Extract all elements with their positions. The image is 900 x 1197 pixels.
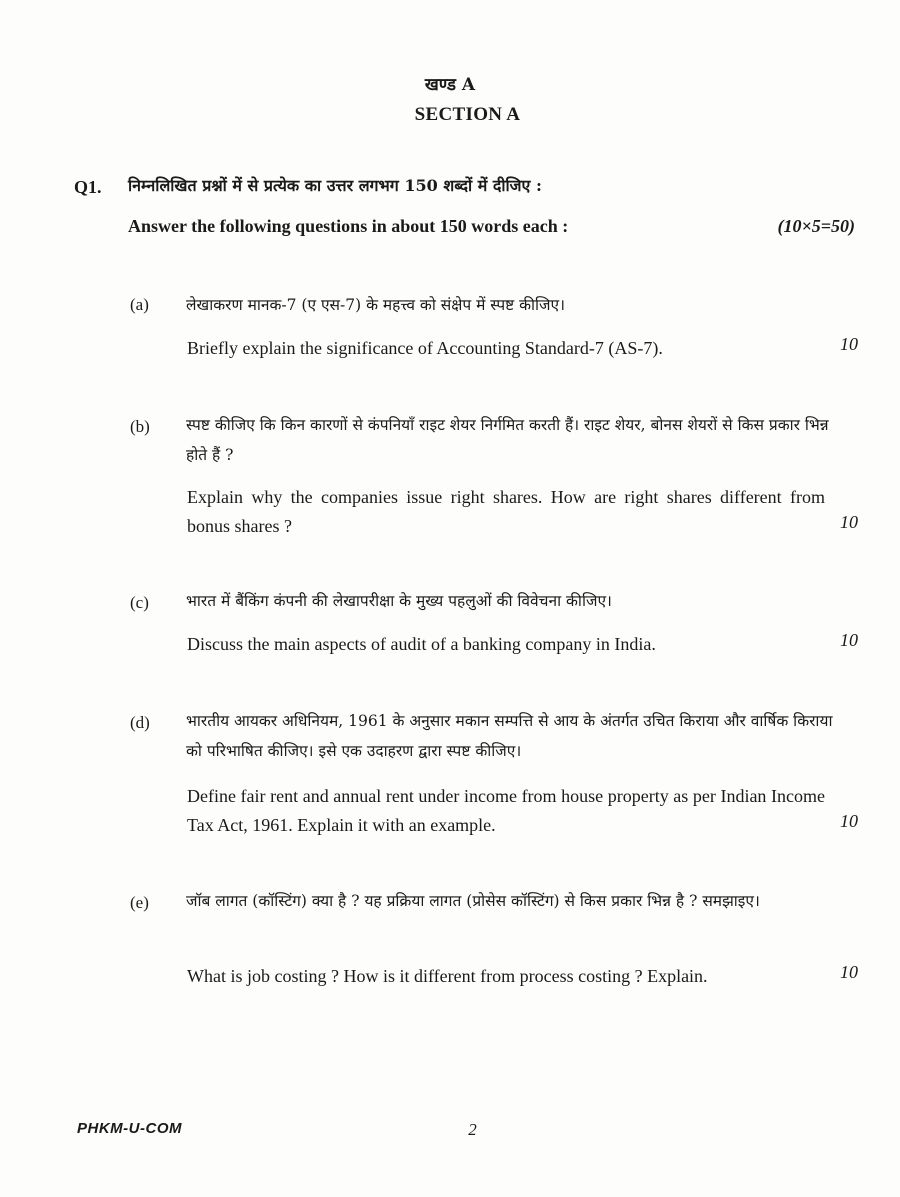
- part-text-hindi: भारतीय आयकर अधिनियम, 1961 के अनुसार मकान सम्पत्ति से आय के अंतर्गत उचित किराया और वार्षिक किराया को परिभाषित कीजिए। इसे एक उदाहरण द्वारा स्पष्ट कीजिए।: [186, 712, 833, 760]
- question-instruction-hindi: निम्नलिखित प्रश्नों में से प्रत्येक का उत्तर लगभग 150 शब्दों में दीजिए :: [128, 176, 542, 195]
- part-text-english: Discuss the main aspects of audit of a banking company in India.: [187, 634, 656, 654]
- part-label: (b): [130, 417, 150, 436]
- part-label: (a): [130, 295, 149, 314]
- question-total-marks: (10×5=50): [777, 216, 855, 236]
- part-label: (c): [130, 593, 149, 612]
- question-instruction: Answer the following questions in about 150 words each :: [128, 216, 569, 236]
- section-heading: SECTION A: [414, 104, 521, 125]
- part-text-english: Define fair rent and annual rent under income from house property as per Indian Income Tax Act, 1961. Explain it with an example.: [187, 786, 825, 835]
- part-text-english: What is job costing ? How is it different from process costing ? Explain.: [187, 966, 708, 986]
- question-number: Q1.: [74, 177, 102, 197]
- section-heading-hindi: खण्ड A: [424, 75, 476, 95]
- part-text-hindi: जॉब लागत (कॉस्टिंग) क्या है ? यह प्रक्रिया लागत (प्रोसेस कॉस्टिंग) से किस प्रकार भिन्न है ? समझाइए।: [186, 892, 760, 910]
- paper-code: PHKM-U-COM: [77, 1120, 182, 1137]
- part-text-english: Briefly explain the significance of Accounting Standard-7 (AS-7).: [187, 338, 663, 358]
- part-marks: 10: [840, 334, 858, 354]
- part-text-english: Explain why the companies issue right shares. How are right shares different from bonus shares ?: [187, 487, 825, 536]
- part-label: (e): [130, 893, 149, 912]
- part-label: (d): [130, 713, 150, 732]
- page-number: 2: [468, 1120, 477, 1139]
- part-marks: 10: [840, 811, 858, 831]
- part-text-hindi: लेखाकरण मानक-7 (ए एस-7) के महत्त्व को संक्षेप में स्पष्ट कीजिए।: [186, 296, 565, 314]
- part-marks: 10: [840, 512, 858, 532]
- part-text-hindi: भारत में बैंकिंग कंपनी की लेखापरीक्षा के मुख्य पहलुओं की विवेचना कीजिए।: [186, 592, 612, 610]
- part-marks: 10: [840, 630, 858, 650]
- part-marks: 10: [840, 962, 858, 982]
- part-text-hindi: स्पष्ट कीजिए कि किन कारणों से कंपनियाँ राइट शेयर निर्गमित करती हैं। राइट शेयर, बोनस शेयरों से किस प्रकार भिन्न होते हैं ?: [186, 416, 829, 464]
